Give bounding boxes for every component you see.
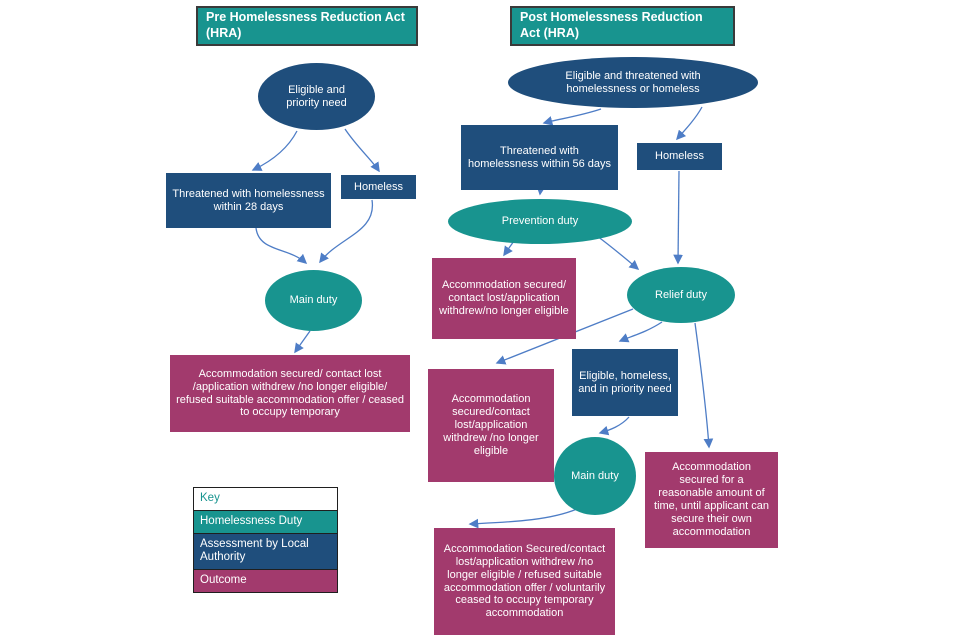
arrow-post-eligible-box-to-mainduty <box>600 417 629 433</box>
post-relief-duty-ellipse <box>627 267 735 323</box>
arrow-post-mainduty-to-outcome-main <box>470 509 577 524</box>
legend-homelessness-duty <box>193 511 338 534</box>
post-main-duty-ellipse <box>554 437 636 515</box>
pre-main-duty-ellipse <box>265 270 362 331</box>
pre-threatened-28-label: Threatened with homelessness within 28 days <box>172 187 325 213</box>
post-main-outcome-label: Accommodation Secured/contact lost/application withdrew /no longer eligible / refused suitable accommodation offer / voluntarily ceased to occupy temporary accommodation <box>443 542 606 620</box>
post-reasonable-outcome-box <box>645 452 778 548</box>
arrow-pre-eligible-to-homeless <box>345 129 379 171</box>
post-homeless-box <box>637 143 722 170</box>
post-prevention-outcome-box <box>432 258 576 339</box>
post-relief-outcome-box <box>428 369 554 482</box>
arrow-post-relief-to-eligible-box <box>620 322 662 341</box>
pre-eligible-priority-label: Eligible and priority need <box>286 83 347 109</box>
legend-key-title <box>193 487 338 511</box>
post-relief-outcome-label: Accommodation secured/contact lost/application withdrew /no longer eligible <box>443 393 539 457</box>
post-main-duty-label: Main duty <box>571 469 619 482</box>
post-homeless-label: Homeless <box>655 150 704 163</box>
pre-homeless-box <box>341 175 416 199</box>
legend-assessment-local-authority <box>193 534 338 571</box>
post-main-outcome-box <box>434 528 615 635</box>
arrow-pre-eligible-to-threatened <box>253 131 297 170</box>
pre-outcome-box <box>170 355 410 432</box>
arrow-pre-threatened-to-mainduty <box>256 228 306 263</box>
post-threatened-56-label: Threatened with homelessness within 56 days <box>467 144 612 170</box>
post-relief-duty-label: Relief duty <box>655 288 707 301</box>
arrow-post-prevention-to-outcome <box>504 241 514 255</box>
pre-main-duty-label: Main duty <box>289 294 338 307</box>
pre-eligible-priority-ellipse <box>258 63 375 130</box>
legend-outcome-label: Outcome <box>200 574 247 587</box>
legend-assessment-local-authority-label: Assessment by Local Authority <box>200 537 309 564</box>
post-prevention-duty-label: Prevention duty <box>501 215 579 228</box>
legend-key <box>193 487 338 593</box>
post-hra-title <box>510 6 735 46</box>
post-prevention-outcome-label: Accommodation secured/ contact lost/application withdrew/no longer eligible <box>439 279 569 317</box>
pre-hra-title <box>196 6 418 46</box>
pre-hra-title-label: Pre Homelessness Reduction Act (HRA) <box>206 10 405 40</box>
legend-homelessness-duty-label: Homelessness Duty <box>200 514 303 527</box>
legend-outcome <box>193 570 338 593</box>
post-threatened-56-box <box>461 125 618 190</box>
post-prevention-duty-ellipse <box>448 199 632 244</box>
arrow-post-relief-to-outcome-reasonable <box>695 323 709 447</box>
post-reasonable-outcome-label: Accommodation secured for a reasonable amount of time, until applicant can secure their own accommodation <box>654 461 769 538</box>
arrow-post-eligible-to-homeless <box>677 107 702 139</box>
arrow-pre-mainduty-to-outcome <box>295 331 310 352</box>
arrow-post-prevention-to-relief <box>597 236 638 269</box>
post-eligible-homeless-priority-label: Eligible, homeless, and in priority need <box>578 369 672 395</box>
post-eligible-homeless-priority-box <box>572 349 678 416</box>
pre-outcome-label: Accommodation secured/ contact lost /application withdrew /no longer eligible/ refused suitable accommodation offer / ceased to occupy temporary <box>176 367 404 419</box>
pre-homeless-label: Homeless <box>354 180 403 193</box>
post-eligible-threatened-ellipse <box>508 57 758 108</box>
pre-threatened-28-box <box>166 173 331 228</box>
arrow-post-homeless-to-relief <box>678 171 679 263</box>
post-eligible-threatened-label: Eligible and threatened with homelessness or homeless <box>565 69 701 95</box>
legend-key-title-label: Key <box>200 492 220 504</box>
arrow-post-eligible-to-threatened56 <box>544 109 601 123</box>
post-hra-title-label: Post Homelessness Reduction Act (HRA) <box>520 10 703 40</box>
